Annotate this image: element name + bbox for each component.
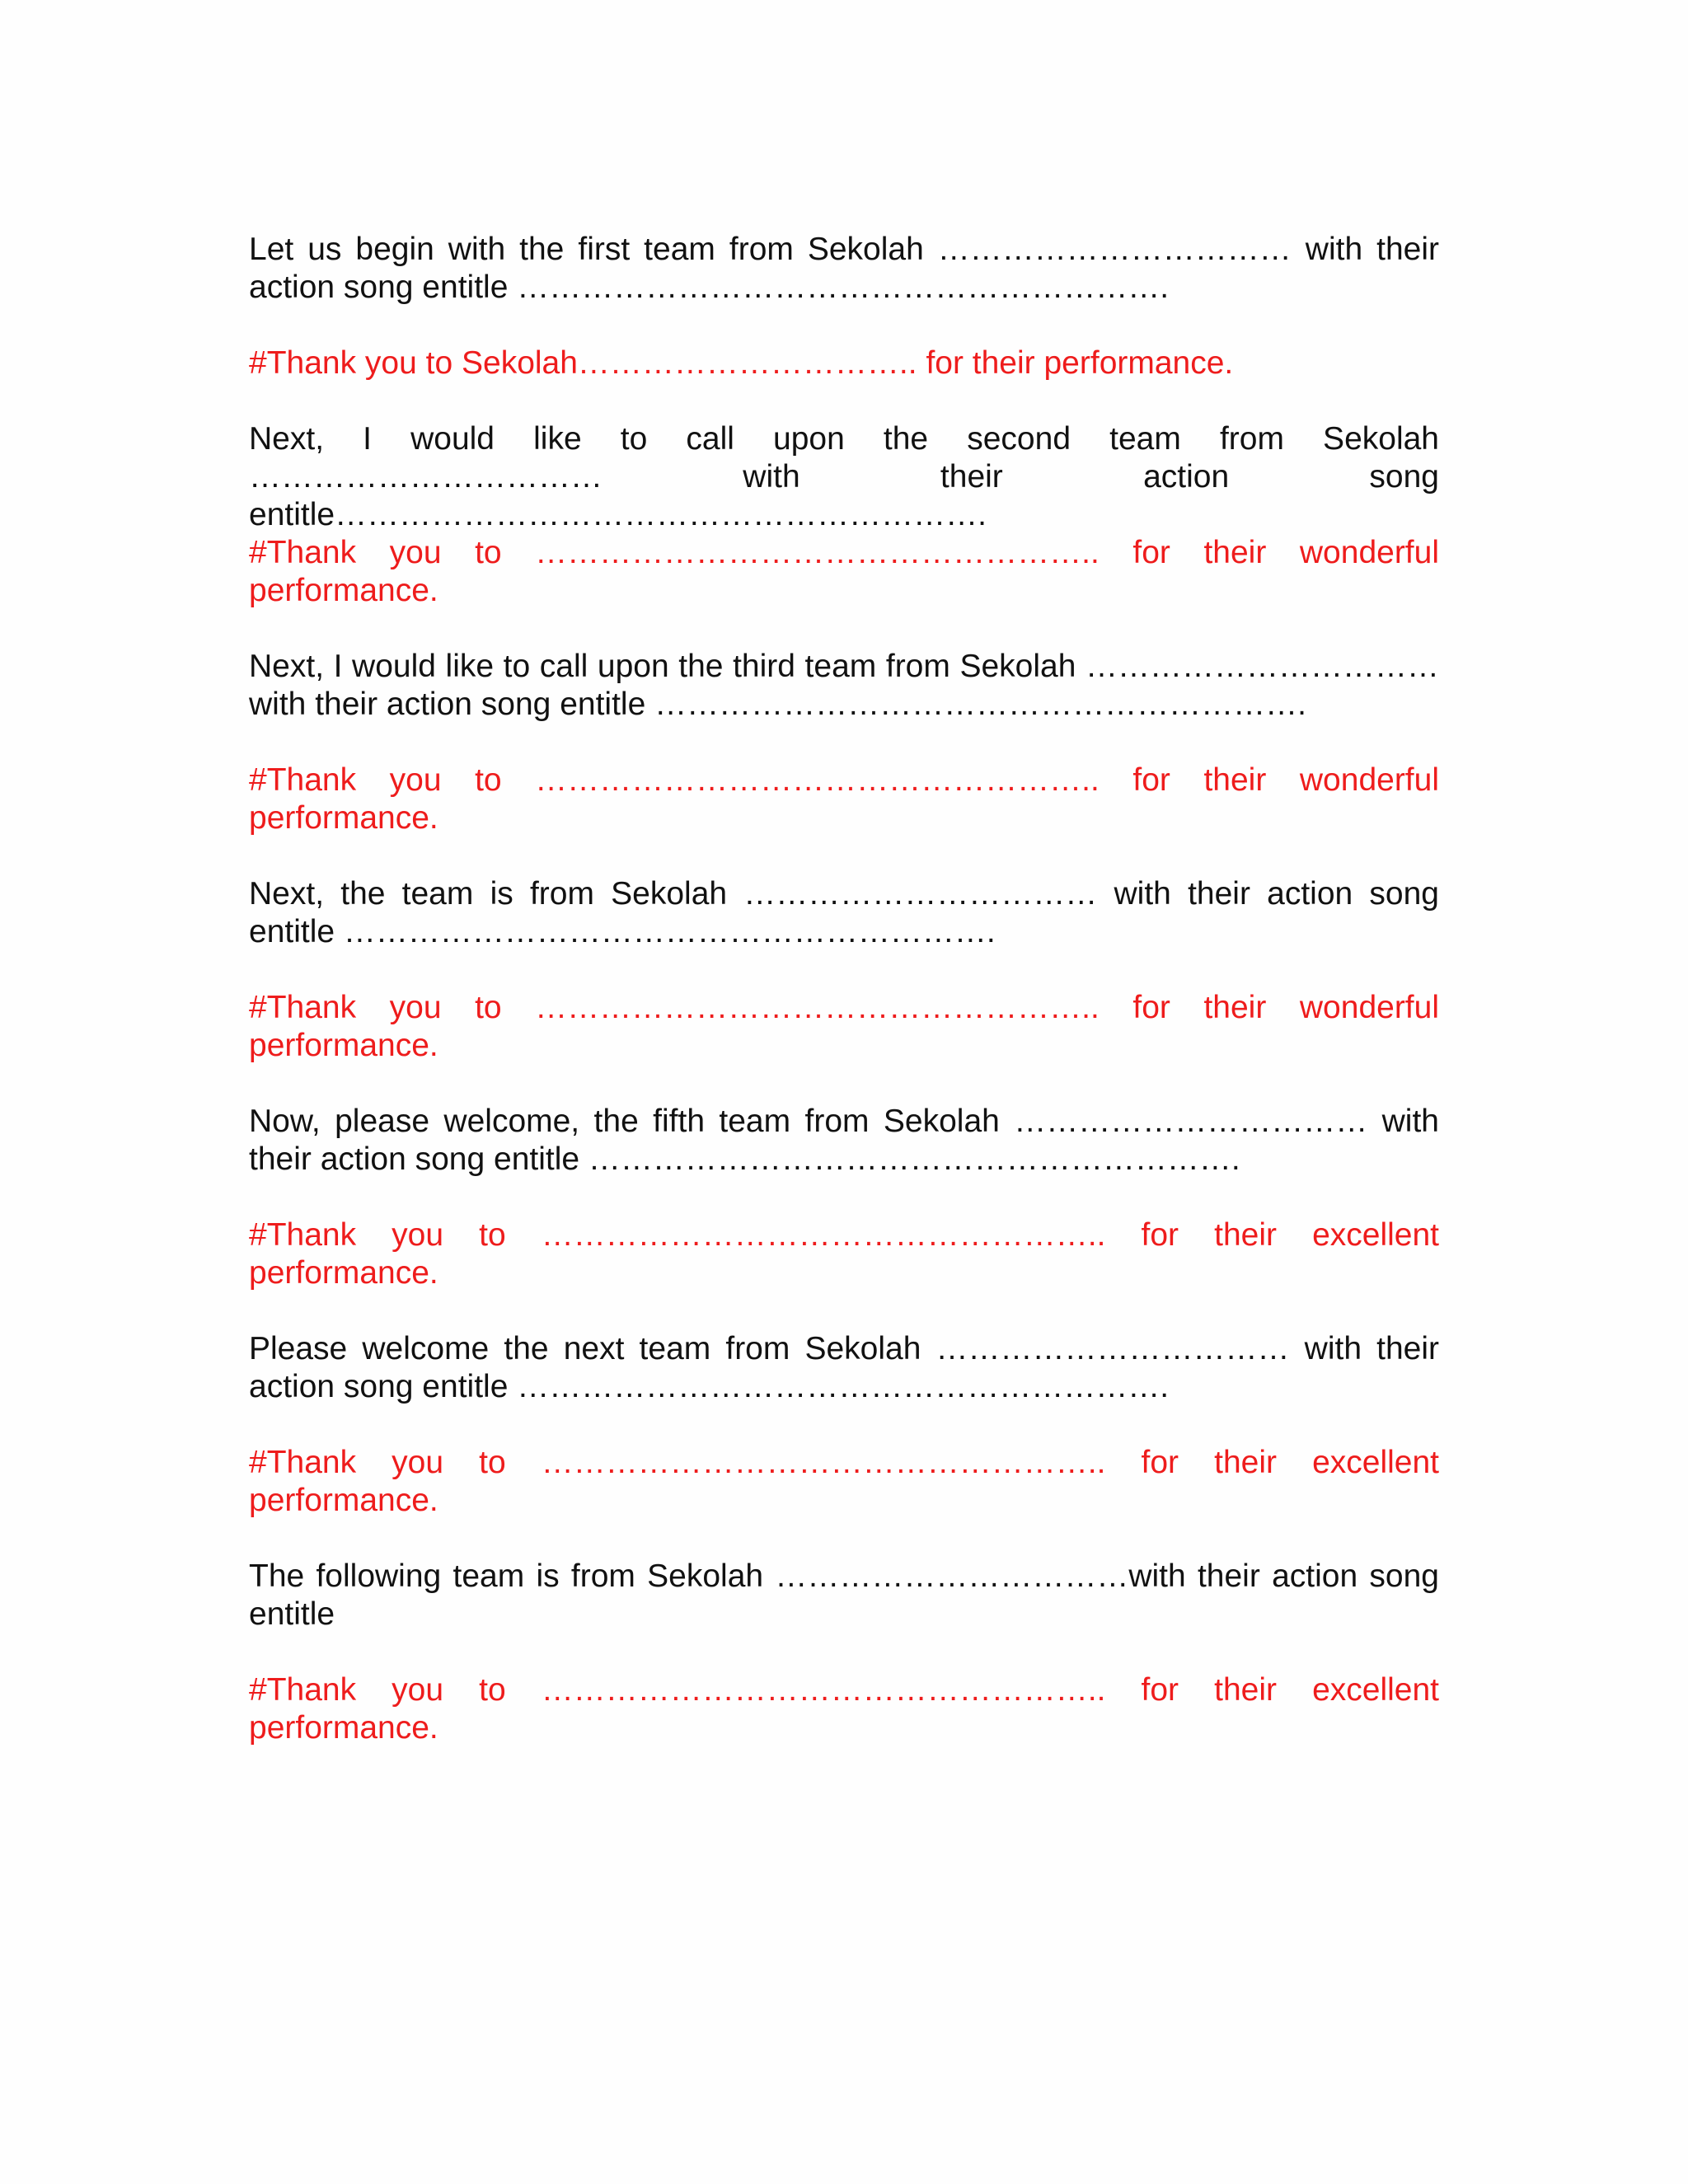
thanks-team-3-paragraph: #Thank you to …………………………………………….. for their wonderful performance. <box>249 762 1439 836</box>
intro-team-5-paragraph: Now, please welcome, the fifth team from Sekolah …………………………… with their action song entitle ……………………………………………………. <box>249 1104 1439 1177</box>
intro-team-2-paragraph: Next, I would like to call upon the second team from Sekolah …………………………… with their action song entitle……………………………………………………. <box>249 421 1439 532</box>
thanks-team-6-paragraph: #Thank you to …………………………………………….. for their excellent performance. <box>249 1445 1439 1518</box>
thanks-team-4-paragraph: #Thank you to …………………………………………….. for their wonderful performance. <box>249 990 1439 1063</box>
document-body <box>249 231 1439 1747</box>
intro-team-4-paragraph: Next, the team is from Sekolah …………………………… with their action song entitle ……………………………………………………. <box>249 876 1439 949</box>
thanks-team-7-paragraph: #Thank you to …………………………………………….. for their excellent performance. <box>249 1672 1439 1746</box>
intro-team-1-paragraph: Let us begin with the first team from Sekolah …………………………… with their action song entitle ……………………………………………………. <box>249 232 1439 305</box>
intro-team-3-paragraph: Next, I would like to call upon the third team from Sekolah …………………………… with their action song entitle ……………………………………………………. <box>249 649 1439 722</box>
thanks-team-2-paragraph: #Thank you to …………………………………………….. for their wonderful performance. <box>249 535 1439 608</box>
intro-team-6-paragraph: Please welcome the next team from Sekolah …………………………… with their action song entitle ……………………………………………………. <box>249 1331 1439 1404</box>
thanks-team-1-paragraph: #Thank you to Sekolah………………………….. for their performance. <box>249 345 1234 381</box>
thanks-team-5-paragraph: #Thank you to …………………………………………….. for their excellent performance. <box>249 1217 1439 1291</box>
intro-team-7-paragraph: The following team is from Sekolah ……………………………with their action song entitle <box>249 1558 1439 1632</box>
